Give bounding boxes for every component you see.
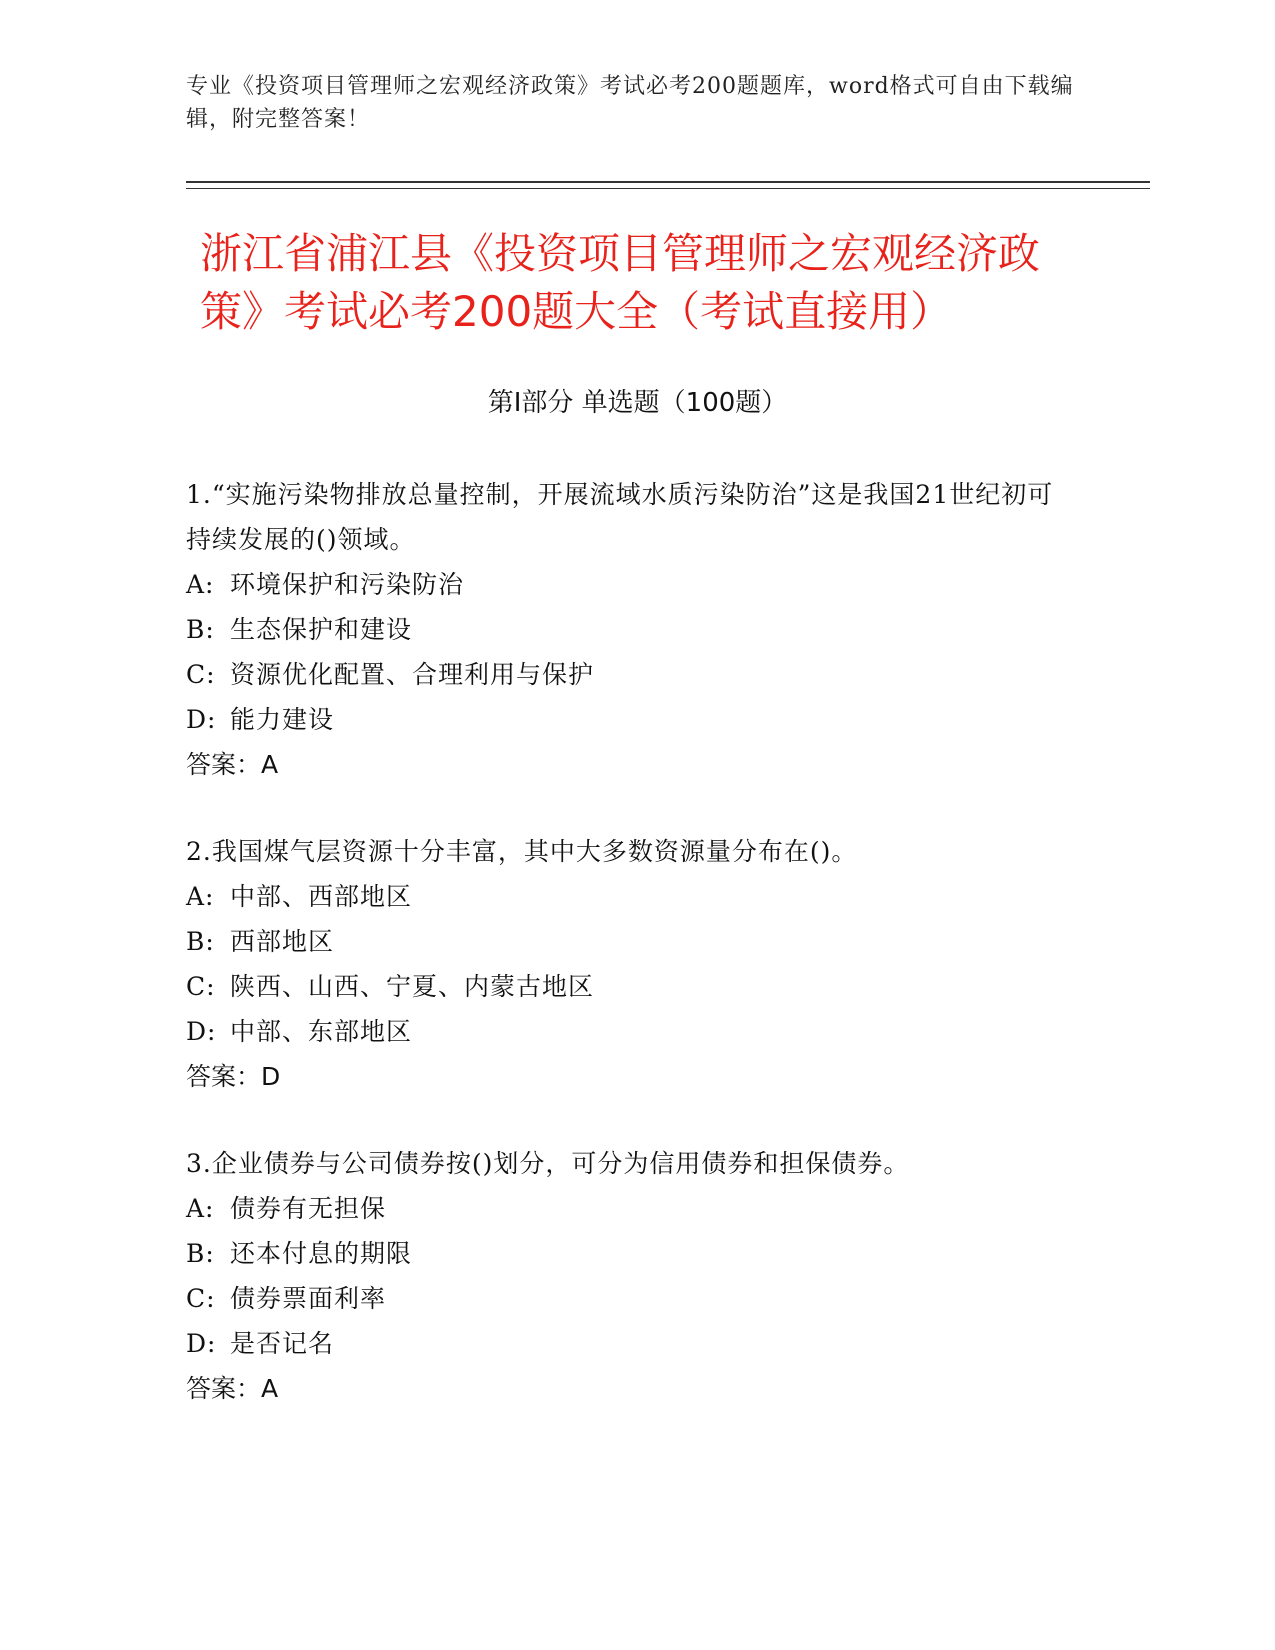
answer-line: 答案：A [186,750,279,779]
option-letter: C: [186,1284,216,1313]
option-d [186,1009,1066,1054]
option-text: 债券票面利率 [230,1284,387,1313]
question-stem: 2.我国煤气层资源十分丰富，其中大多数资源量分布在()。 [186,837,858,866]
header-note: 专业《投资项目管理师之宏观经济政策》考试必考200题题库，word格式可自由下载编辑，附完整答案！ [186,74,1074,132]
option-c [186,1276,1066,1321]
option-a [186,562,1066,607]
option-letter: D: [186,705,217,734]
option-letter: B: [186,615,215,644]
question-2 [186,829,1066,1099]
question-3 [186,1141,1066,1411]
option-letter: A: [186,882,215,911]
option-a [186,1186,1066,1231]
option-letter: C: [186,972,216,1001]
option-b [186,919,1066,964]
option-d [186,1321,1066,1366]
section-heading: 第I部分 单选题（100题） [487,388,788,418]
answer-line: 答案：D [186,1062,281,1091]
question-stem: 3.企业债券与公司债券按()划分，可分为信用债券和担保债券。 [186,1149,910,1178]
option-letter: A: [186,1194,215,1223]
option-text: 能力建设 [230,705,335,734]
answer-line: 答案：A [186,1374,279,1403]
option-letter: A: [186,570,215,599]
option-c [186,964,1066,1009]
option-text: 陕西、山西、宁夏、内蒙古地区 [230,972,595,1001]
option-text: 中部、东部地区 [230,1017,413,1046]
question-stem: 1.“实施污染物排放总量控制，开展流域水质污染防治”这是我国21世纪初可持续发展的()领域。 [186,480,1054,554]
option-text: 中部、西部地区 [230,882,413,911]
document-title: 浙江省浦江县《投资项目管理师之宏观经济政策》考试必考200题大全（考试直接用） [200,229,1041,336]
option-letter: C: [186,660,216,689]
option-b [186,607,1066,652]
option-text: 生态保护和建设 [230,615,413,644]
option-text: 债券有无担保 [230,1194,387,1223]
option-d [186,697,1066,742]
option-text: 西部地区 [230,927,335,956]
option-letter: D: [186,1329,217,1358]
option-text: 资源优化配置、合理利用与保护 [230,660,595,689]
option-text: 是否记名 [230,1329,335,1358]
question-1 [186,472,1066,787]
option-letter: B: [186,1239,215,1268]
option-letter: D: [186,1017,217,1046]
question-list [186,472,1066,1453]
option-text: 还本付息的期限 [230,1239,413,1268]
header-rule-thick [186,181,1150,183]
option-b [186,1231,1066,1276]
option-text: 环境保护和污染防治 [230,570,465,599]
header-rule-thin [186,188,1150,189]
option-letter: B: [186,927,215,956]
option-c [186,652,1066,697]
option-a [186,874,1066,919]
